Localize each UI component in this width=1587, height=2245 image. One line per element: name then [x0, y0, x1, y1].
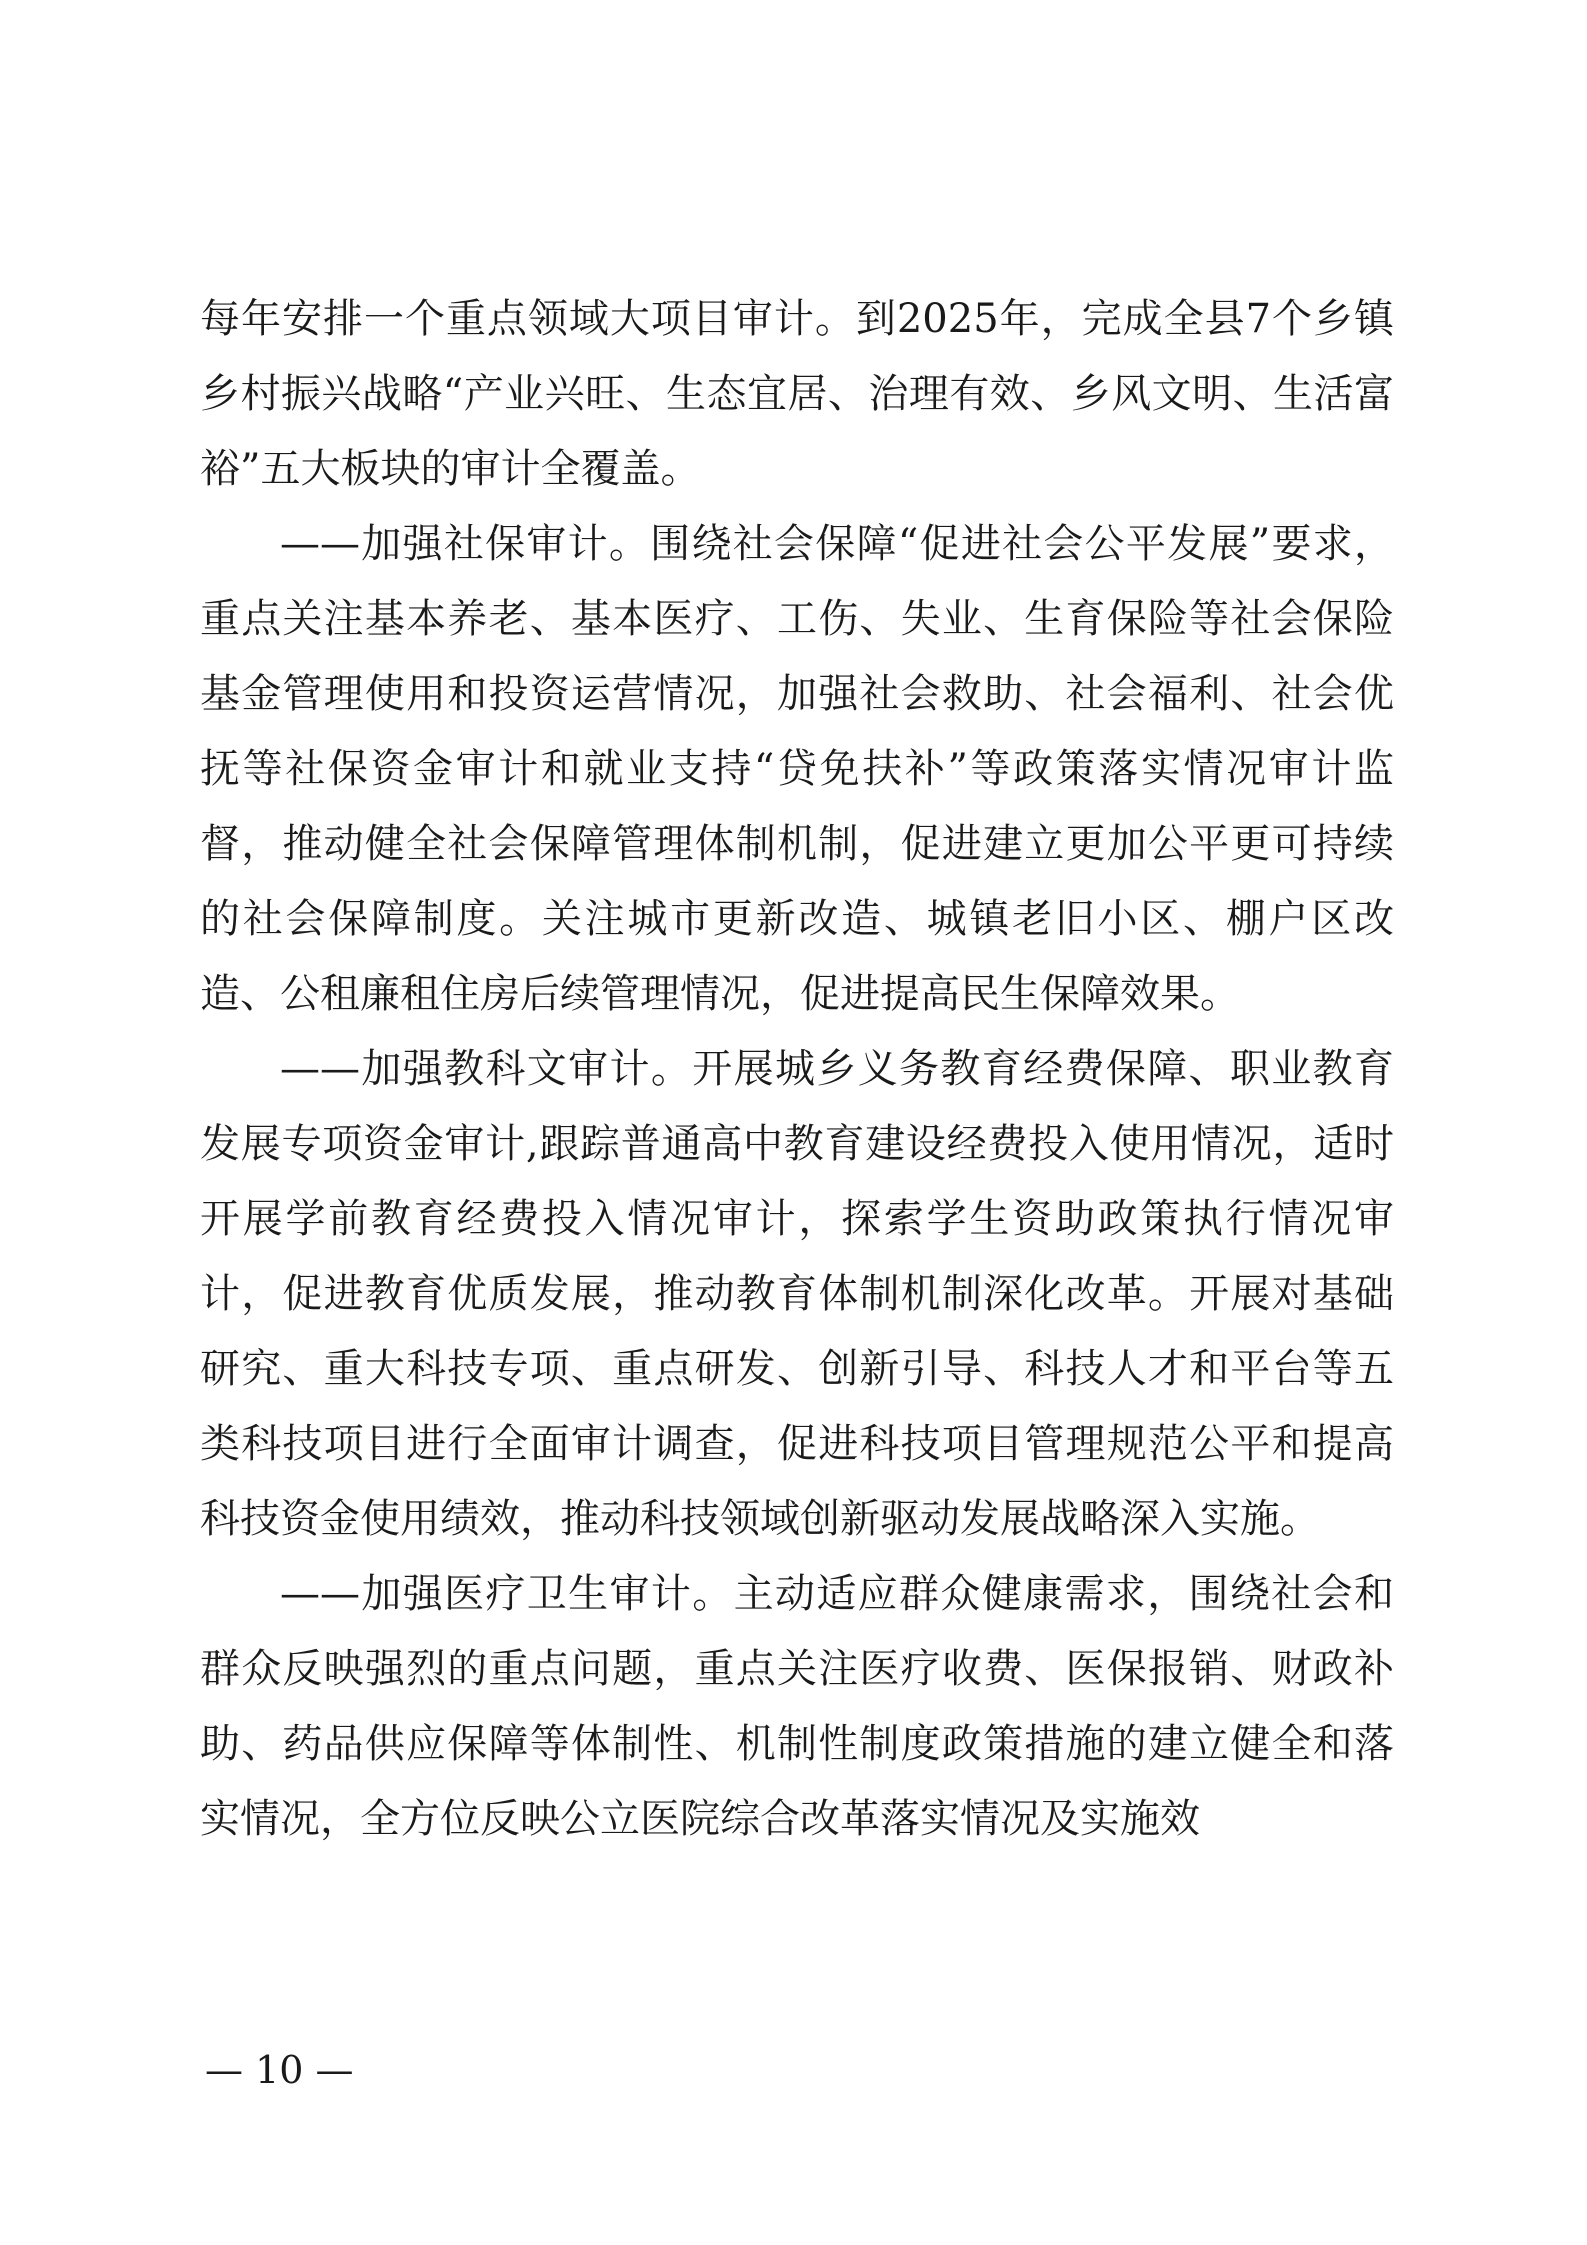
page-number: — 10 — — [205, 2048, 354, 2092]
paragraph-1: 每年安排一个重点领域大项目审计。到2025年，完成全县7个乡镇乡村振兴战略“产业兴旺、生态宜居、治理有效、乡风文明、生活富裕”五大板块的审计全覆盖。 — [200, 296, 1394, 492]
document-body — [200, 282, 1394, 1857]
paragraph-medical-health-audit: ——加强医疗卫生审计。主动适应群众健康需求，围绕社会和群众反映强烈的重点问题，重点关注医疗收费、医保报销、财政补助、药品供应保障等体制性、机制性制度政策措施的建立健全和落实情况，全方位反映公立医院综合改革落实情况及实施效 — [200, 1571, 1394, 1842]
paragraph-social-security-audit: ——加强社保审计。围绕社会保障“促进社会公平发展”要求，重点关注基本养老、基本医疗、工伤、失业、生育保险等社会保险基金管理使用和投资运营情况，加强社会救助、社会福利、社会优抚等社保资金审计和就业支持“贷免扶补”等政策落实情况审计监督，推动健全社会保障管理体制机制，促进建立更加公平更可持续的社会保障制度。关注城市更新改造、城镇老旧小区、棚户区改造、公租廉租住房后续管理情况，促进提高民生保障效果。 — [200, 521, 1394, 1017]
paragraph-education-science-culture-audit: ——加强教科文审计。开展城乡义务教育经费保障、职业教育发展专项资金审计,跟踪普通高中教育建设经费投入使用情况，适时开展学前教育经费投入情况审计，探索学生资助政策执行情况审计，促进教育优质发展，推动教育体制机制深化改革。开展对基础研究、重大科技专项、重点研发、创新引导、科技人才和平台等五类科技项目进行全面审计调查，促进科技项目管理规范公平和提高科技资金使用绩效，推动科技领域创新驱动发展战略深入实施。 — [200, 1046, 1394, 1542]
